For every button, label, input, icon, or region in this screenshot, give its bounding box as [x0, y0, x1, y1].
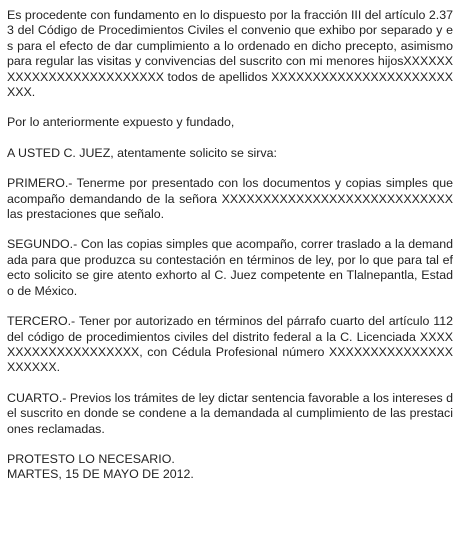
- closing-protesto: PROTESTO LO NECESARIO.: [7, 451, 175, 466]
- paragraph-solicitud: A USTED C. JUEZ, atentamente solicito se sirva:: [7, 145, 277, 160]
- paragraph-cuarto: CUARTO.- Previos los trámites de ley dictar sentencia favorable a los intereses del suscrito en donde se condene a la demandada al cumplimiento de las prestaciones reclamadas.: [7, 390, 453, 436]
- paragraph-expuesto: Por lo anteriormente expuesto y fundado,: [7, 115, 235, 130]
- paragraph-primero: PRIMERO.- Tenerme por presentado con los documentos y copias simples que acompaño demandando de la señora XXXXXXXXXXXXXXXXXXXXXXXXXXXX las prestaciones que señalo.: [7, 176, 453, 222]
- paragraph-segundo: SEGUNDO.- Con las copias simples que acompaño, correr traslado a la demandada para que produzca su contestación en términos de ley, por lo que para tal efecto solicito se gire atento exhorto al C. Juez competente en Tlalnepantla, Estado de México.: [7, 237, 453, 298]
- paragraph-tercero: TERCERO.- Tener por autorizado en términos del párrafo cuarto del artículo 112 del código de procedimientos civiles del distrito federal a la C. Licenciada XXXXXXXXXXXXXXXXXXXX, con Cédula Profesional número XXXXXXXXXXXXXXXXXXXXX.: [7, 314, 453, 375]
- document-body: [7, 8, 453, 483]
- paragraph-fundamento: Es procedente con fundamento en lo dispuesto por la fracción III del artículo 2.373 del Código de Procedimientos Civiles el convenio que exhibo por separado y es para el efecto de dar cumplimiento a lo ordenado en dicho precepto, asimismo para regular las visitas y convivencias del suscrito con mi menores hijosXXXXXXXXXXXXXXXXXXXXXXXXX todos de apellidos XXXXXXXXXXXXXXXXXXXXXXXXX.: [7, 8, 453, 100]
- closing-date: MARTES, 15 DE MAYO DE 2012.: [7, 467, 194, 482]
